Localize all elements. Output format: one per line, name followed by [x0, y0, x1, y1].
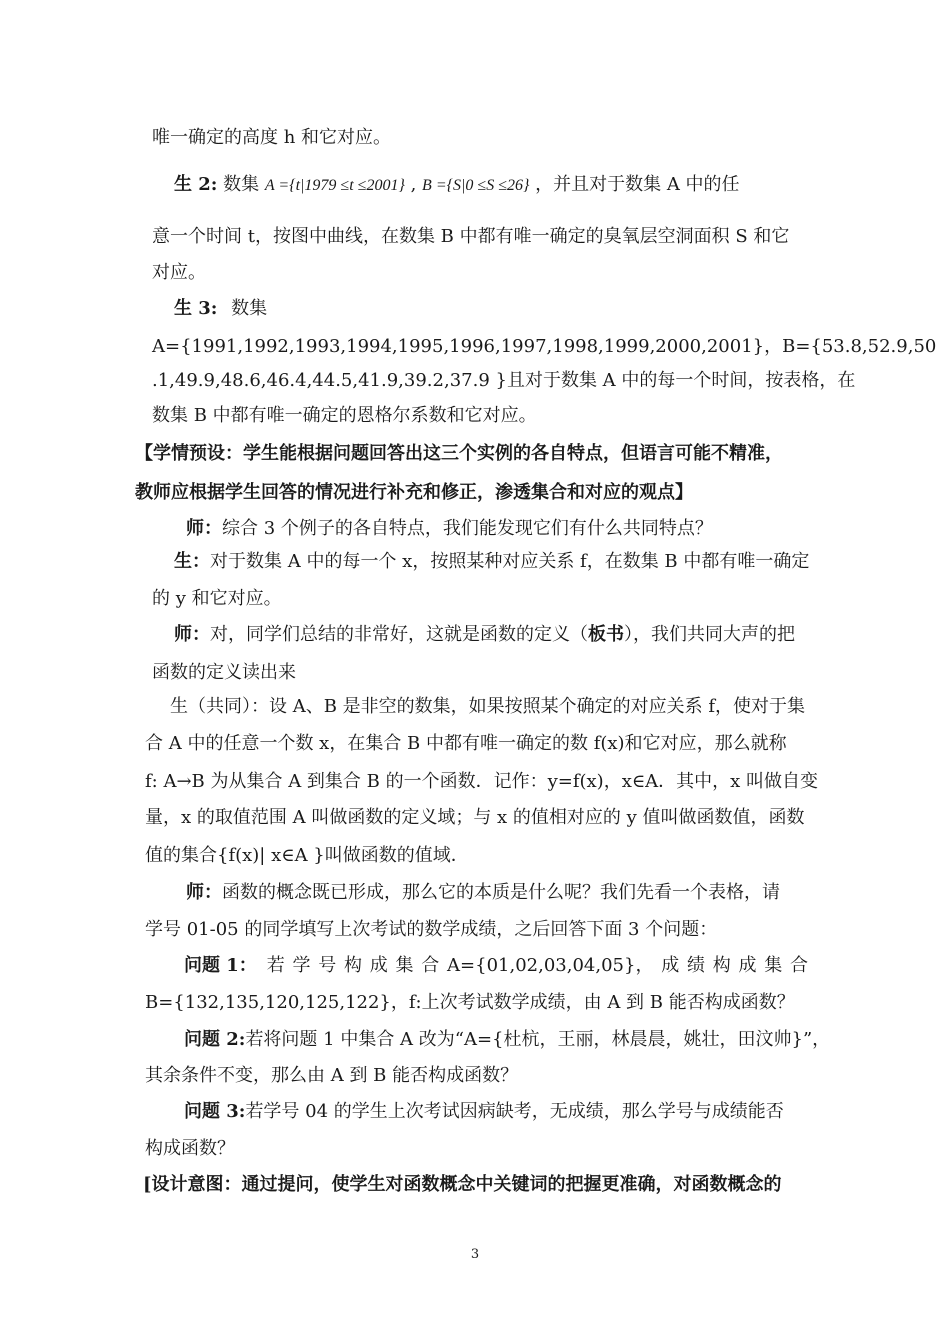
set-a-formula: A ={t|1979 ≤t ≤2001} [264, 177, 405, 194]
page-number: 3 [470, 1247, 480, 1262]
student-2-line-2: 意一个时间 t，按图中曲线，在数集 B 中都有唯一确定的臭氧层空洞面积 S 和它 [152, 226, 790, 247]
student-5-line-1 [170, 694, 950, 720]
student-3-line-3: .1,49.9,48.6,46.4,44.5,41.9,39.2,37.9 }且对于数集 A 中的每一个时间，按表格，在 [152, 370, 856, 391]
speaker-label: 师： [174, 624, 210, 645]
text: 对，同学们总结的非常好，这就是函数的定义（ [210, 624, 588, 645]
teacher-1-line [186, 516, 950, 542]
question-1-word: 合 [789, 955, 808, 976]
teacher-3-line-1 [186, 880, 950, 906]
preset-note-line-1: 【学情预设：学生能根据问题回答出这三个实例的各自特点，但语言可能不精准， [135, 443, 783, 464]
question-1-word: 集 [395, 955, 414, 976]
text: 若将问题 1 中集合 A 改为“A={杜杭，王丽，林晨晨，姚壮，田汶帅}”， [245, 1029, 831, 1050]
speaker-label: 生 3: [174, 298, 218, 319]
question-1-text [267, 953, 808, 979]
student-5-line-5: 值的集合{f(x)| x∈A }叫做函数的值域． [145, 845, 469, 866]
question-1-word: 集 [764, 955, 783, 976]
question-1-word: 成 [369, 955, 388, 976]
student-3-line-4: 数集 B 中都有唯一确定的恩格尔系数和它对应。 [152, 405, 537, 426]
student-5-line-2: 合 A 中的任意一个数 x，在集合 B 中都有唯一确定的数 f(x)和它对应，那么就称 [145, 733, 787, 754]
question-label: 问题 1： [184, 955, 257, 976]
teacher-2-line-2: 函数的定义读出来 [152, 662, 296, 683]
question-2-line-1 [184, 1027, 950, 1053]
question-label: 问题 2: [184, 1029, 246, 1050]
question-label: 问题 3: [184, 1101, 246, 1122]
question-1-word: 学 [292, 955, 311, 976]
student-3-line-1 [174, 296, 950, 322]
question-1-line-2: B={132,135,120,125,122}，f:上次考试数学成绩，由 A 到 B 能否构成函数？ [145, 992, 795, 1013]
question-1-word: 合 [421, 955, 440, 976]
student-5-line-3: f: A→B 为从集合 A 到集合 B 的一个函数．记作：y=f(x)，x∈A．其中，x 叫做自变 [145, 771, 819, 792]
speaker-label: 师： [186, 882, 222, 903]
student-4-line-1 [174, 549, 950, 575]
text: 数集 [231, 298, 268, 319]
question-1-word: 构 [344, 955, 363, 976]
teacher-3-line-2: 学号 01-05 的同学填写上次考试的数学成绩，之后回答下面 3 个问题： [145, 919, 718, 940]
text: 函数的概念既已形成，那么它的本质是什么呢？我们先看一个表格，请 [222, 882, 780, 903]
text: ，并且对于数集 A 中的任 [535, 174, 740, 195]
teacher-2-line-1 [174, 622, 950, 648]
speaker-label: 生 [170, 696, 188, 717]
set-b-formula: B ={S|0 ≤S ≤26} [422, 177, 530, 194]
question-1-word: 构 [712, 955, 731, 976]
speaker-label: 生 2: [174, 174, 218, 195]
text: , [410, 174, 417, 195]
preset-note-line-2: 教师应根据学生回答的情况进行补充和修正，渗透集合和对应的观点】 [135, 482, 693, 503]
text: 若学号 04 的学生上次考试因病缺考，无成绩，那么学号与成绩能否 [245, 1101, 784, 1122]
question-1-word: 绩 [686, 955, 705, 976]
question-1-word: 号 [318, 955, 337, 976]
paragraph-line: 唯一确定的高度 h 和它对应。 [152, 127, 392, 148]
text: 综合 3 个例子的各自特点，我们能发现它们有什么共同特点？ [222, 518, 713, 539]
blackboard-label: 板书 [588, 624, 624, 645]
text: 对于数集 A 中的每一个 x，按照某种对应关系 f，在数集 B 中都有唯一确定 [210, 551, 810, 572]
design-intent-line-1: [设计意图：通过提问，使学生对函数概念中关键词的把握更准确，对函数概念的 [143, 1174, 782, 1195]
speaker-label: 生： [174, 551, 210, 572]
question-1-word: 成 [661, 955, 680, 976]
text: 数集 [223, 174, 260, 195]
question-2-line-2: 其余条件不变，那么由 A 到 B 能否构成函数？ [145, 1065, 519, 1086]
student-3-line-2: A={1991,1992,1993,1994,1995,1996,1997,1998,1999,2000,2001}，B={53.8,52.9,50 [152, 336, 937, 357]
speaker-label: 师： [186, 518, 222, 539]
question-1-line-1 [184, 953, 808, 979]
question-1-word: 成 [738, 955, 757, 976]
text: ），我们共同大声的把 [624, 624, 795, 645]
question-3-line-1 [184, 1099, 950, 1125]
question-1-word: A={01,02,03,04,05}， [447, 955, 654, 976]
question-3-line-2: 构成函数？ [145, 1138, 235, 1159]
student-2-line-1 [174, 172, 950, 199]
student-5-line-4: 量，x 的取值范围 A 叫做函数的定义域；与 x 的值相对应的 y 值叫做函数值，函数 [145, 807, 805, 828]
student-4-line-2: 的 y 和它对应。 [152, 588, 282, 609]
question-1-word: 若 [266, 955, 285, 976]
text: （共同）：设 A、B 是非空的数集，如果按照某个确定的对应关系 f，使对于集 [188, 696, 806, 717]
student-2-line-3: 对应。 [152, 262, 206, 283]
